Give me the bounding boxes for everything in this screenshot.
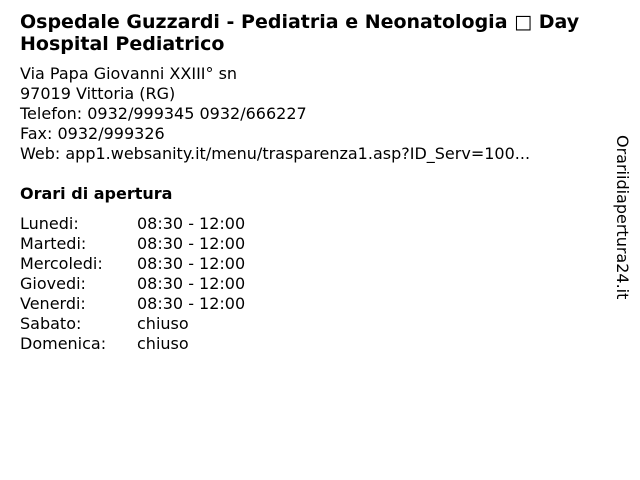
hours-row-sunday bbox=[20, 334, 245, 354]
web-address: Web: app1.websanity.it/menu/trasparenza1.asp?ID_Serv=100... bbox=[20, 144, 531, 163]
opening-hours-table bbox=[20, 214, 245, 354]
site-brand-label: Orariidiapertura24.it bbox=[613, 135, 632, 300]
day-label: Domenica: bbox=[20, 334, 107, 353]
hours-value: 08:30 - 12:00 bbox=[137, 294, 246, 313]
opening-hours-heading: Orari di apertura bbox=[20, 184, 173, 203]
day-label: Mercoledi: bbox=[20, 254, 103, 273]
hours-row-thursday bbox=[20, 274, 245, 294]
day-label: Lunedi: bbox=[20, 214, 79, 233]
address-block bbox=[20, 64, 530, 164]
hours-row-saturday bbox=[20, 314, 245, 334]
hours-value: 08:30 - 12:00 bbox=[137, 254, 246, 273]
page-title: Ospedale Guzzardi - Pediatria e Neonatologia □ Day Hospital Pediatrico bbox=[20, 11, 580, 55]
day-label: Sabato: bbox=[20, 314, 82, 333]
day-label: Giovedi: bbox=[20, 274, 86, 293]
hours-row-tuesday bbox=[20, 234, 245, 254]
hours-value: 08:30 - 12:00 bbox=[137, 214, 246, 233]
day-label: Venerdi: bbox=[20, 294, 86, 313]
fax-number: Fax: 0932/999326 bbox=[20, 124, 165, 143]
hours-value: 08:30 - 12:00 bbox=[137, 234, 246, 253]
hours-row-friday bbox=[20, 294, 245, 314]
hours-value: chiuso bbox=[137, 334, 189, 353]
city-address: 97019 Vittoria (RG) bbox=[20, 84, 176, 103]
day-label: Martedi: bbox=[20, 234, 87, 253]
hours-row-wednesday bbox=[20, 254, 245, 274]
street-address: Via Papa Giovanni XXIII° sn bbox=[20, 64, 238, 83]
hours-row-monday bbox=[20, 214, 245, 234]
hours-value: chiuso bbox=[137, 314, 189, 333]
phone-numbers: Telefon: 0932/999345 0932/666227 bbox=[20, 104, 307, 123]
hours-value: 08:30 - 12:00 bbox=[137, 274, 246, 293]
